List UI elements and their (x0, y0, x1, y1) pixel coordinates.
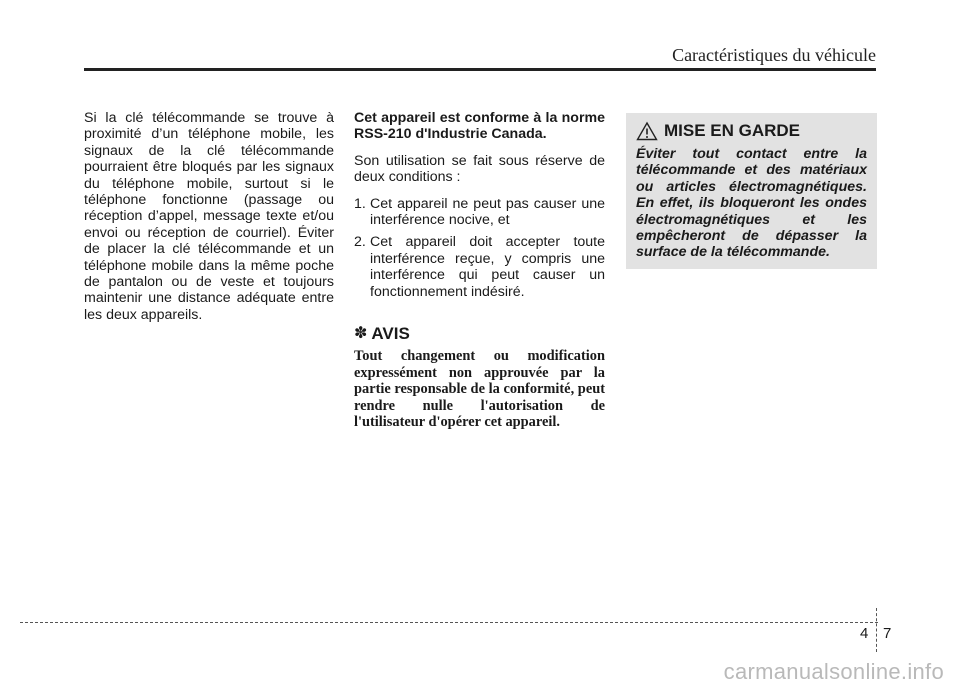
conformity-heading: Cet appareil est conforme à la norme RSS-210 d'Industrie Canada. (354, 110, 605, 143)
list-number: 2. (354, 234, 366, 251)
warning-box (626, 113, 877, 269)
footer-rule (20, 622, 878, 623)
list-item (354, 234, 605, 300)
page-number: 7 (883, 625, 892, 642)
header-rule (84, 68, 876, 71)
avis-title: AVIS (371, 324, 410, 344)
list-number: 1. (354, 195, 366, 212)
page-number-divider (876, 608, 877, 652)
avis-heading (354, 326, 605, 342)
conditions-intro: Son utilisation se fait sous réserve de deux conditions : (354, 152, 605, 186)
conditions-list (354, 196, 605, 300)
section-title: Caractéristiques du véhicule (672, 45, 876, 65)
watermark: carmanualsonline.info (723, 659, 944, 684)
list-item (354, 196, 605, 229)
column-left (84, 110, 334, 323)
paragraph-phone-interference: Si la clé télécommande se trouve à proximité d’un téléphone mobile, les signaux de la clé télécommande pourraient être bloqués par les signaux du téléphone mobile, surtout si le téléphone fonctionne (passage ou réception d’appel, message texte et/ou envoi ou réception de courriel). Éviter de placer la clé télécommande et un téléphone mobile dans la même poche de pantalon ou de veste et toujours maintenir une distance adéquate entre les deux appareils. (84, 110, 334, 323)
warning-body: Éviter tout contact entre la télécommande et des matériaux ou articles électromagnétiques. En effet, ils bloqueront les ondes électromagnétiques et les empêcheront de dépasser la surface de la télécommande. (636, 146, 867, 261)
list-text: Cet appareil ne peut pas causer une interférence nocive, et (370, 195, 605, 229)
column-middle (354, 110, 605, 431)
warning-title: MISE EN GARDE (664, 121, 801, 140)
chapter-number: 4 (860, 625, 869, 642)
avis-body: Tout changement ou modification expressément non approuvée par la partie responsable de la conformité, peut rendre nulle l'autorisation de l'utilisateur d'opérer cet appareil. (354, 348, 605, 431)
asterisk-icon: ✽ (354, 325, 368, 343)
list-text: Cet appareil doit accepter toute interférence reçue, y compris une interférence qui peut causer un fonctionnement indésiré. (370, 234, 605, 300)
warning-triangle-icon (636, 121, 658, 141)
warning-heading (636, 121, 867, 141)
